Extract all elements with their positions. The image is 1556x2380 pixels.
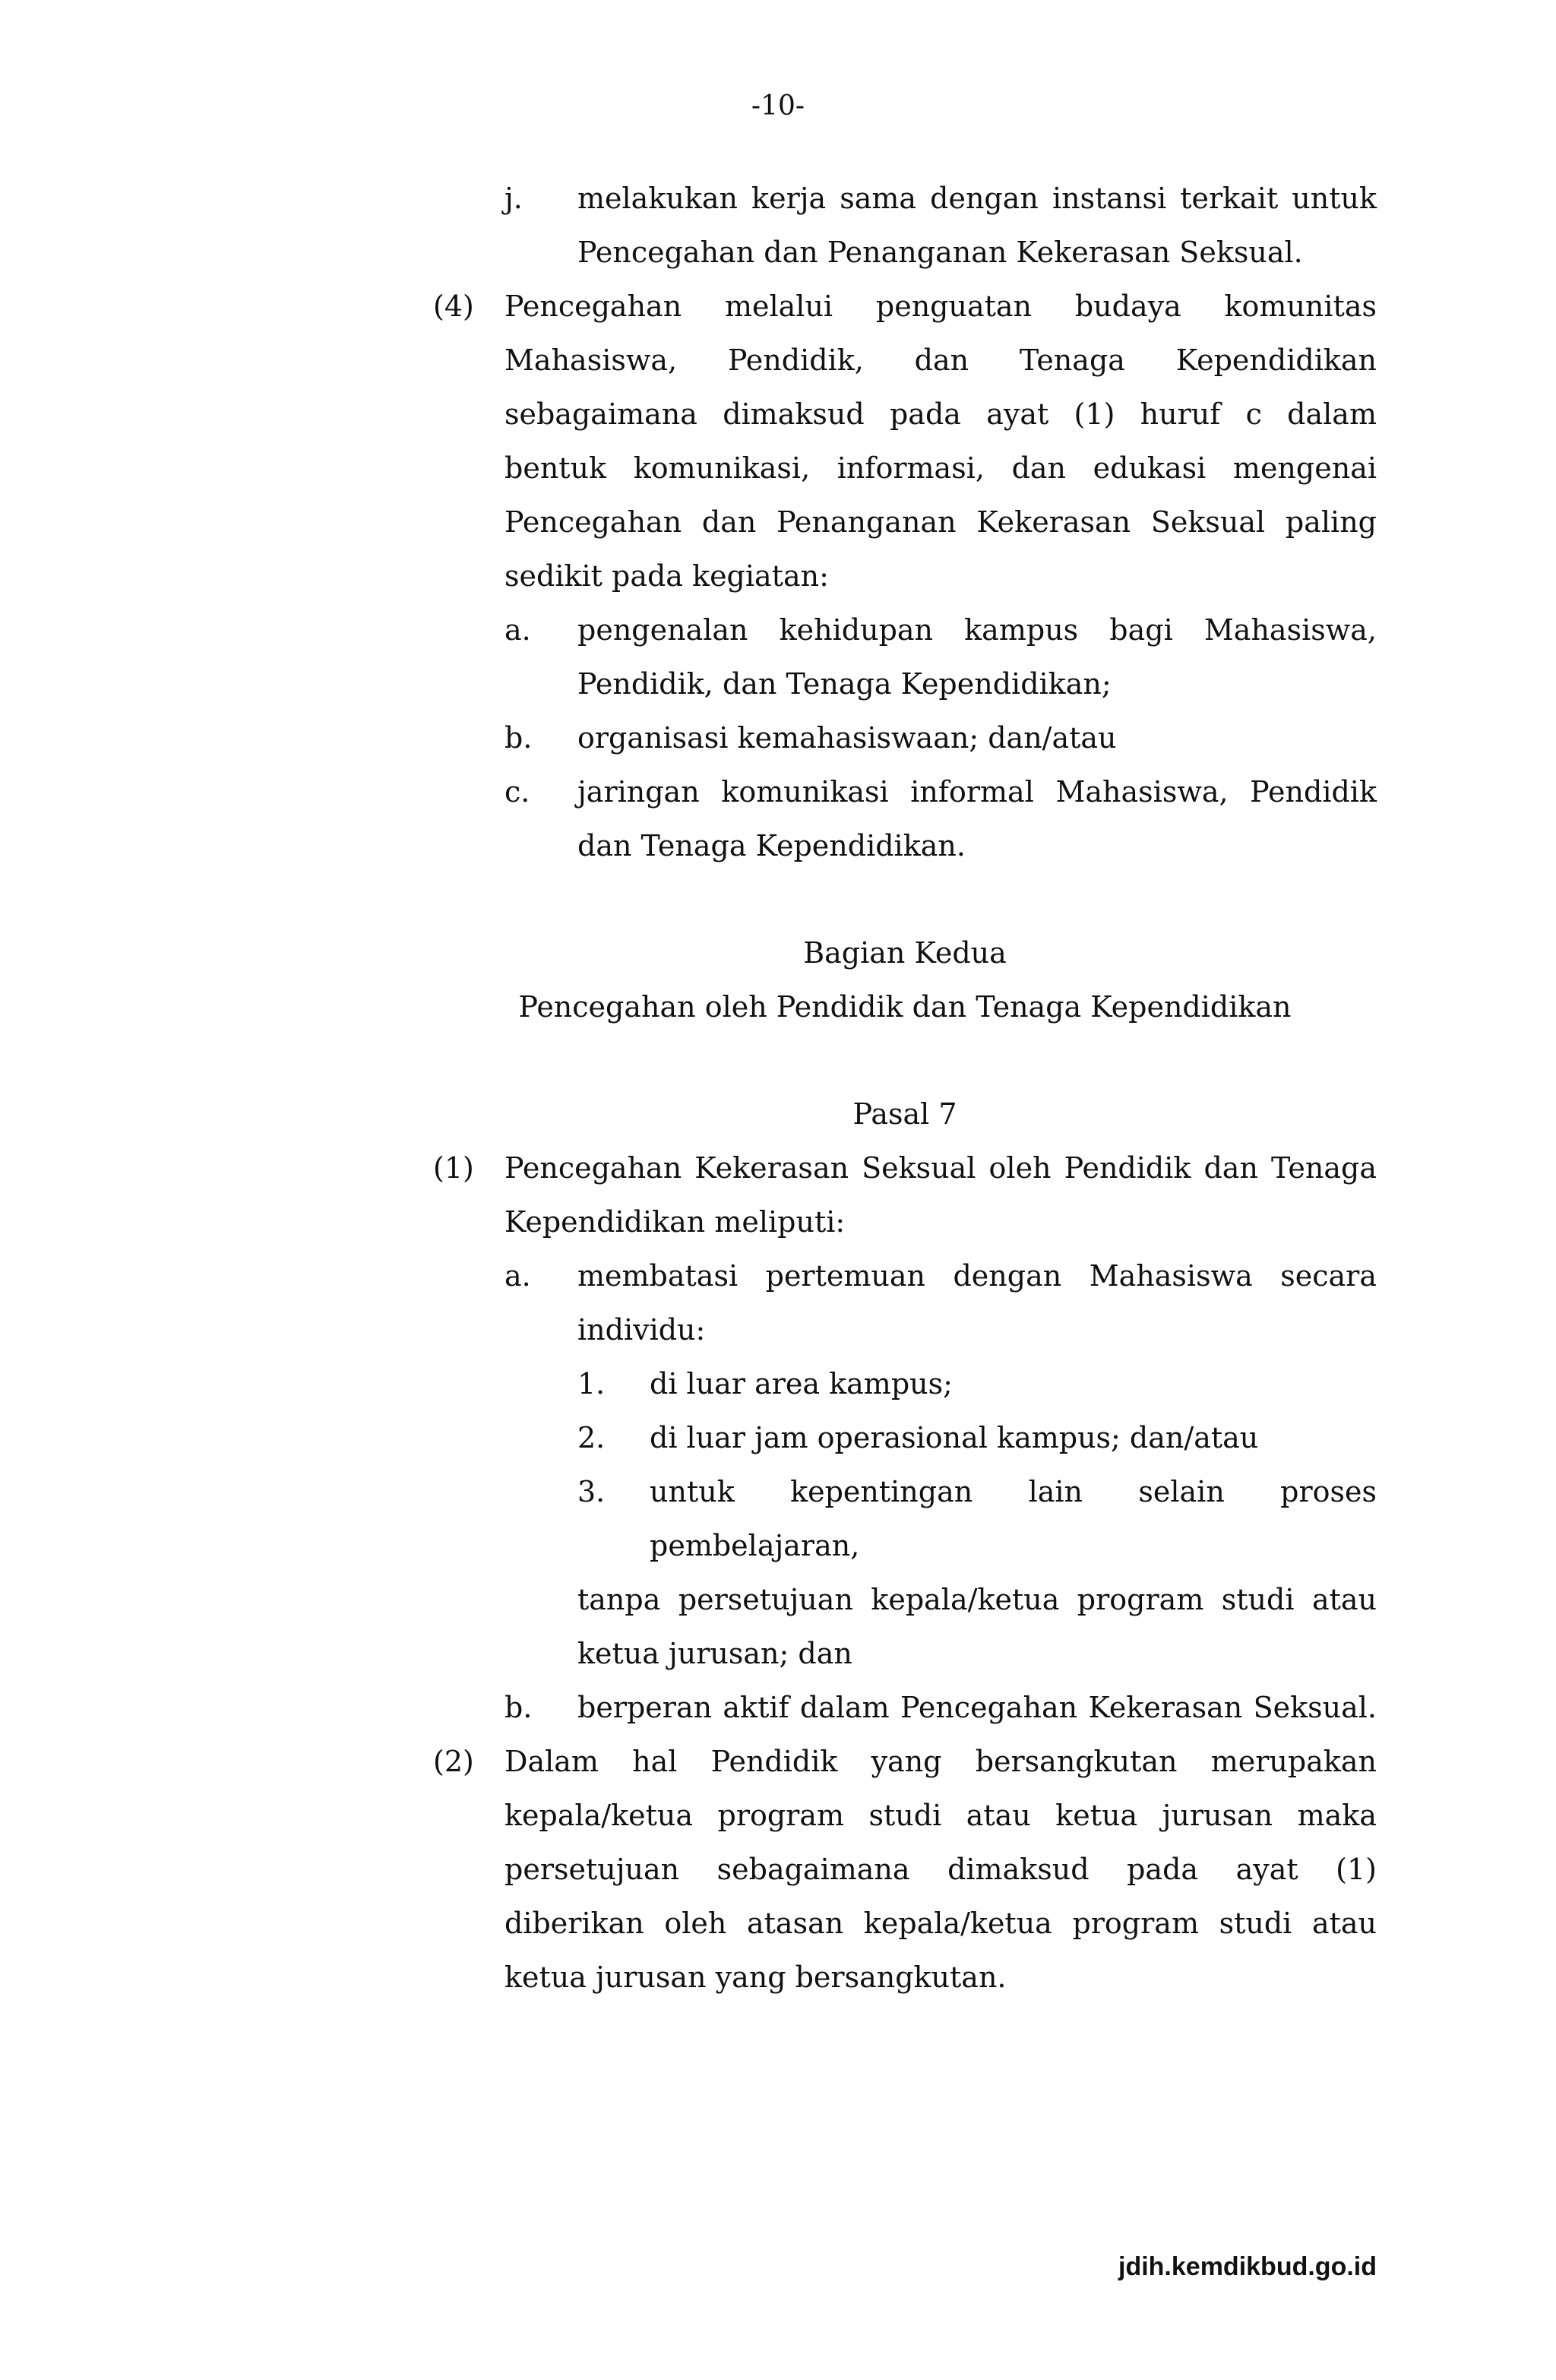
item-label-b: b. [504, 721, 533, 755]
text-line: Pencegahan dan Penanganan Kekerasan Seksual. [577, 236, 1303, 269]
text-line: Pencegahan Kekerasan Seksual oleh Pendidik dan Tenaga [504, 1151, 1377, 1185]
section-heading: Bagian Kedua [803, 936, 1007, 970]
page-number: -10- [751, 90, 805, 122]
ayat-label-1: (1) [433, 1151, 474, 1185]
text-line: berperan aktif dalam Pencegahan Kekerasan Seksual. [577, 1691, 1377, 1724]
text-line: tanpa persetujuan kepala/ketua program studi atau [577, 1583, 1377, 1616]
item-label-a: a. [504, 1259, 531, 1293]
pasal-heading: Pasal 7 [852, 1097, 957, 1131]
text-line: sebagaimana dimaksud pada ayat (1) huruf c dalam [504, 397, 1377, 431]
text-line: jaringan komunikasi informal Mahasiswa, Pendidik [577, 775, 1377, 809]
text-line: di luar jam operasional kampus; dan/atau [650, 1421, 1259, 1454]
text-line: Dalam hal Pendidik yang bersangkutan merupakan [504, 1745, 1377, 1778]
footer-url: jdih.kemdikbud.go.id [1118, 2252, 1377, 2281]
text-line: kepala/ketua program studi atau ketua jurusan maka [504, 1799, 1377, 1832]
text-line: Kependidikan meliputi: [504, 1205, 846, 1239]
text-line: sedikit pada kegiatan: [504, 559, 829, 593]
section-subheading: Pencegahan oleh Pendidik dan Tenaga Kependidikan [518, 990, 1292, 1024]
text-line: Pencegahan dan Penanganan Kekerasan Seksual paling [504, 505, 1377, 539]
text-line: membatasi pertemuan dengan Mahasiswa secara [577, 1259, 1377, 1293]
item-label-b: b. [504, 1691, 533, 1724]
text-line: Pencegahan melalui penguatan budaya komunitas [504, 290, 1377, 323]
text-line: untuk kepentingan lain selain proses [650, 1475, 1377, 1508]
text-line: melakukan kerja sama dengan instansi terkait untuk [577, 182, 1377, 215]
ayat-label-2: (2) [433, 1745, 474, 1778]
text-line: organisasi kemahasiswaan; dan/atau [577, 721, 1117, 755]
text-line: bentuk komunikasi, informasi, dan edukasi mengenai [504, 451, 1377, 485]
item-label-a: a. [504, 613, 531, 647]
text-line: individu: [577, 1313, 706, 1347]
subitem-label-3: 3. [577, 1475, 606, 1508]
text-line: Mahasiswa, Pendidik, dan Tenaga Kependidikan [504, 343, 1377, 377]
ayat-label-4: (4) [433, 290, 474, 323]
text-line: ketua jurusan; dan [577, 1637, 852, 1670]
item-label-j: j. [504, 182, 523, 215]
text-line: Pendidik, dan Tenaga Kependidikan; [577, 667, 1112, 701]
text-line: pembelajaran, [650, 1529, 860, 1562]
item-label-c: c. [504, 775, 530, 809]
text-line: pengenalan kehidupan kampus bagi Mahasiswa, [577, 613, 1377, 647]
subitem-label-1: 1. [577, 1367, 606, 1400]
subitem-label-2: 2. [577, 1421, 606, 1454]
text-line: di luar area kampus; [650, 1367, 953, 1400]
text-line: ketua jurusan yang bersangkutan. [504, 1961, 1007, 1994]
text-line: dan Tenaga Kependidikan. [577, 829, 966, 862]
text-line: diberikan oleh atasan kepala/ketua program studi atau [504, 1907, 1377, 1940]
text-line: persetujuan sebagaimana dimaksud pada ayat (1) [504, 1853, 1377, 1886]
